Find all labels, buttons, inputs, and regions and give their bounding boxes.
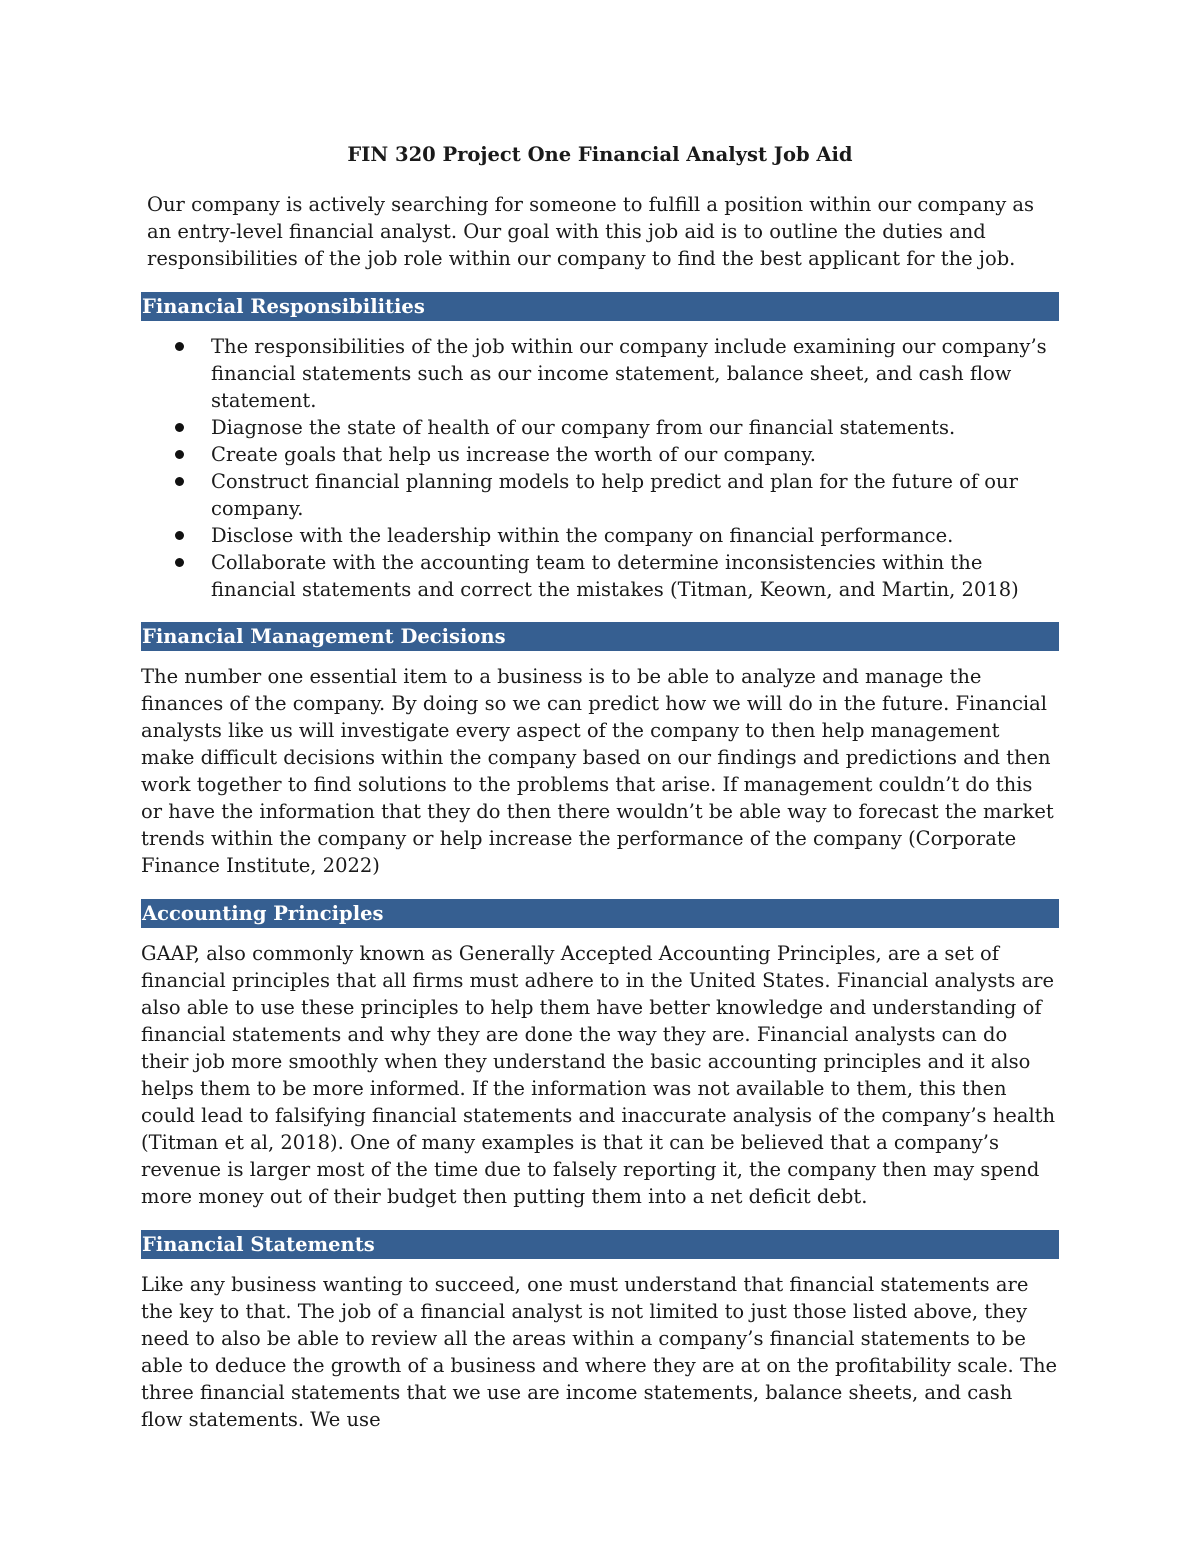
list-item-text: Collaborate with the accounting team to determine inconsistencies within the financial statements and correct the mistakes (Titman, Keown, and Martin, 2018) <box>211 551 1019 601</box>
section-heading-financial-management-decisions: Financial Management Decisions <box>141 622 1059 651</box>
bullet-icon <box>175 450 184 459</box>
bullet-icon <box>175 423 184 432</box>
list-item <box>141 333 1059 414</box>
document-body <box>141 141 1059 1453</box>
list-item <box>141 522 1059 549</box>
intro-paragraph: Our company is actively searching for someone to fulfill a position within our company as an entry-level financial analyst. Our goal with this job aid is to outline the duties and responsibilities of the job role within our company to find the best applicant for the job. <box>147 193 1035 270</box>
list-item-text: Construct financial planning models to help predict and plan for the future of our company. <box>211 470 1018 520</box>
list-item-text: Create goals that help us increase the worth of our company. <box>211 443 816 466</box>
accounting-principles-paragraph: GAAP, also commonly known as Generally Accepted Accounting Principles, are a set of financial principles that all firms must adhere to in the United States. Financial analysts are also able to use these principles to help them have better knowledge and understanding of financial statements and why they are done the way they are. Financial analysts can do their job more smoothly when they understand the basic accounting principles and it also helps them to be more informed. If the information was not available to them, this then could lead to falsifying financial statements and inaccurate analysis of the company’s health (Titman et al, 2018). One of many examples is that it can be believed that a company’s revenue is larger most of the time due to falsely reporting it, the company then may spend more money out of their budget then putting them into a net deficit debt. <box>141 942 1056 1208</box>
list-item-text: Diagnose the state of health of our company from our financial statements. <box>211 416 956 439</box>
section-heading-accounting-principles: Accounting Principles <box>141 899 1059 928</box>
financial-statements-paragraph: Like any business wanting to succeed, one must understand that financial statements are the key to that. The job of a financial analyst is not limited to just those listed above, they need to also be able to review all the areas within a company’s financial statements to be able to deduce the growth of a business and where they are at on the profitability scale. The three financial statements that we use are income statements, balance sheets, and cash flow statements. We use <box>141 1273 1058 1431</box>
bullet-icon <box>175 342 184 351</box>
document-title: FIN 320 Project One Financial Analyst Job Aid <box>347 143 853 166</box>
list-item <box>141 468 1059 522</box>
bullet-icon <box>175 558 184 567</box>
section-heading-financial-responsibilities: Financial Responsibilities <box>141 292 1059 321</box>
section-heading-financial-statements: Financial Statements <box>141 1230 1059 1259</box>
list-item <box>141 549 1059 603</box>
list-item-text: The responsibilities of the job within our company include examining our company’s financial statements such as our income statement, balance sheet, and cash flow statement. <box>211 335 1047 412</box>
list-item <box>141 441 1059 468</box>
bullet-icon <box>175 531 184 540</box>
list-item <box>141 414 1059 441</box>
bullet-icon <box>175 477 184 486</box>
list-item-text: Disclose with the leadership within the company on financial performance. <box>211 524 954 547</box>
management-decisions-paragraph: The number one essential item to a business is to be able to analyze and manage the finances of the company. By doing so we can predict how we will do in the future. Financial analysts like us will investigate every aspect of the company to then help management make difficult decisions within the company based on our findings and predictions and then work together to find solutions to the problems that arise. If management couldn’t do this or have the information that they do then there wouldn’t be able way to forecast the market trends within the company or help increase the performance of the company (Corporate Finance Institute, 2022) <box>141 665 1054 877</box>
responsibilities-list <box>141 333 1059 603</box>
